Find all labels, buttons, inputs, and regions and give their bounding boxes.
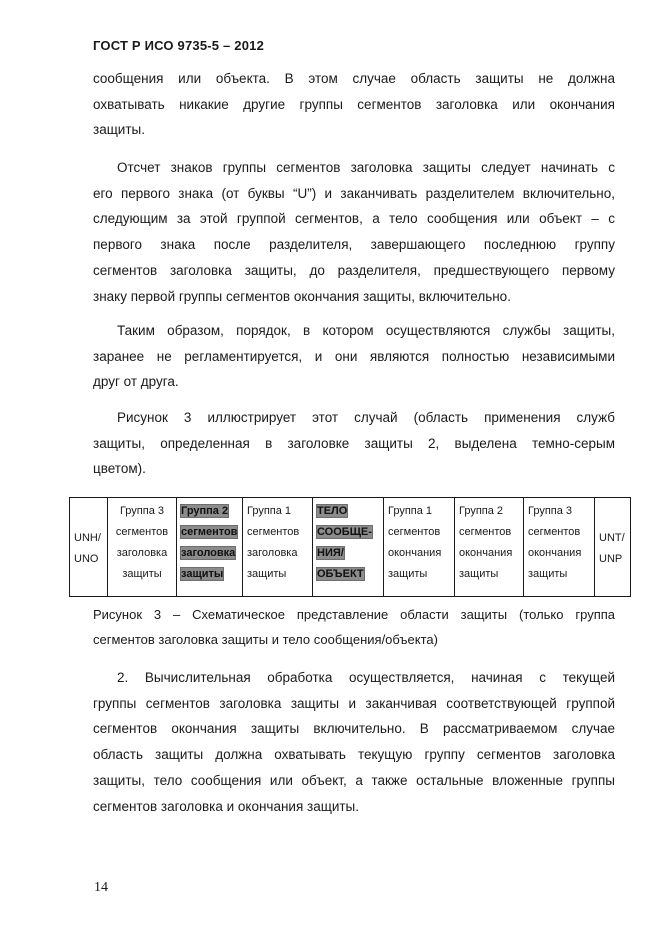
cell-line: сегментов [459,526,512,538]
text-line: группы сегментов заголовка защиты и заканчивая соответствующей группой [93,695,615,711]
text-line: цветом). [93,461,146,477]
cell-line: заголовка [181,547,236,559]
figure-3-scheme-table [69,497,631,597]
cell-message-body-highlighted [313,498,384,597]
text-line: Таким образом, порядок, в котором осуществляются службы защиты, [117,323,615,338]
text-line: заранее не регламентируется, и они являются полностью независимыми [93,348,615,364]
paragraph-3 [93,318,615,395]
paragraph-4 [93,405,615,482]
cell-line: Группа 2 [181,505,229,517]
cell-line: защиты [181,568,224,580]
text-line: следующим за этой группой сегментов, а тело сообщения или объект – с [93,211,615,227]
cell-header-group-3 [108,498,177,597]
caption-line: Рисунок 3 – Схематическое представление области защиты (только группа [93,607,615,622]
cell-line: UNO [74,552,99,565]
text-line: охватывать никакие другие группы сегментов заголовка или окончания [93,96,615,112]
cell-line: UNT/ [599,531,625,544]
cell-trailer-group-2 [455,498,524,597]
text-line: область защиты должна охватывать текущую группу сегментов заголовка [93,747,615,763]
cell-line: защиты [528,568,568,580]
paragraph-2 [93,155,615,309]
cell-line: НИЯ/ [317,547,344,559]
cell-line: СООБЩЕ- [317,526,372,538]
text-line: знаку первой группы сегментов окончания защиты, включительно. [93,288,511,304]
paragraph-5 [93,665,615,819]
text-line: сообщения или объекта. В этом случае область защиты не должна [93,71,615,86]
cell-line: защиты [122,568,162,580]
cell-line: UNP [599,552,623,565]
cell-line: Группа 1 [247,505,292,517]
cell-line: сегментов [115,526,169,538]
text-line: его первого знака (от буквы “U”) и заканчивать разделителем включительно, [93,185,615,201]
text-line: защиты, тело сообщения или объект, а также остальные вложенные группы [93,772,615,788]
cell-unt-unp [595,498,631,597]
cell-line: защиты [388,568,428,580]
cell-line: ТЕЛО [317,505,348,517]
text-line: первого знака после разделителя, завершающего последнюю группу [93,237,615,253]
cell-line: заголовка [247,547,298,559]
cell-line: заголовка [116,547,168,559]
cell-line: защиты [247,568,287,580]
text-line: Отсчет знаков группы сегментов заголовка защиты следует начинать с [117,160,615,175]
text-line: защиты, определенная в заголовке защиты 2, выделена темно-серым [93,435,615,451]
cell-line: окончания [528,547,582,559]
cell-line: ОБЪЕКТ [317,568,364,580]
cell-line: сегментов [181,526,238,538]
cell-line: Группа 2 [459,505,504,517]
cell-trailer-group-1 [384,498,455,597]
cell-line: окончания [459,547,513,559]
text-line: сегментов заголовка защиты, до разделителя, предшествующего первому [93,262,615,278]
cell-trailer-group-3 [524,498,595,597]
paragraph-1 [93,66,615,143]
caption-line: сегментов заголовка защиты и тело сообщения/объекта) [93,632,438,647]
text-line: защиты. [93,122,145,138]
cell-unh-uno [70,498,108,597]
cell-line: Группа 1 [388,505,433,517]
text-line: сегментов окончания защиты включительно. В рассматриваемом случае [93,721,615,737]
cell-line: окончания [388,547,442,559]
page-number: 14 [94,880,108,895]
cell-line: UNH/ [74,531,101,544]
document-header: ГОСТ Р ИСО 9735-5 – 2012 [93,38,264,53]
cell-line: Группа 3 [528,505,573,517]
text-line: Рисунок 3 иллюстрирует этот случай (область применения служб [117,410,615,425]
cell-line: сегментов [247,526,300,538]
cell-header-group-1 [243,498,313,597]
cell-line: защиты [459,568,499,580]
cell-line: сегментов [388,526,441,538]
cell-line: Группа 3 [119,505,165,517]
cell-line: сегментов [528,526,581,538]
figure-caption [93,602,615,652]
text-line: друг от друга. [93,374,179,390]
text-line: 2. Вычислительная обработка осуществляется, начиная с текущей [117,670,615,685]
text-line: сегментов заголовка и окончания защиты. [93,798,359,814]
cell-header-group-2-highlighted [177,498,243,597]
